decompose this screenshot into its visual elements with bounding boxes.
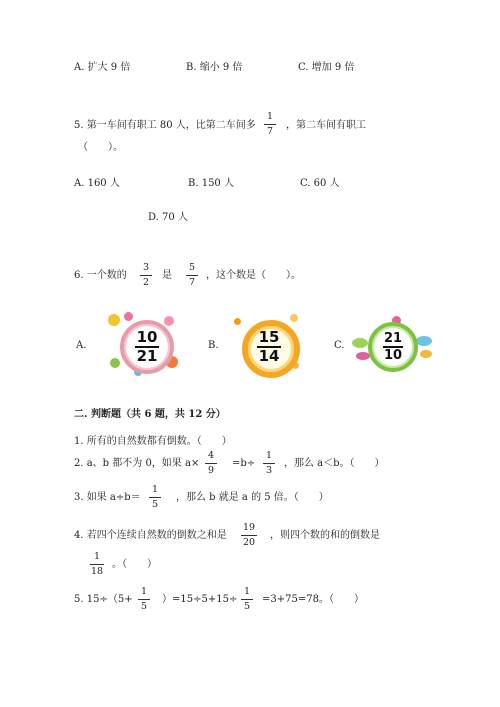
q6-frac2-den: 7 [188,277,196,288]
q6-text-mid: 是 [162,270,172,281]
judge-q5-fraction-1 [137,587,151,612]
q5-frac1-den: 5 [140,601,148,612]
option-a-fraction [120,320,174,374]
q5-option-a: A. 160 人 [74,178,120,189]
judge-q4-after: ，则四个数的和的倒数是 [270,530,380,541]
q6-frac2-num: 5 [188,262,196,273]
q6-frac1-num: 3 [142,262,150,273]
q5-option-d: D. 70 人 [148,212,188,223]
flower-decoration [352,338,368,348]
q6-option-c-label: C. [334,340,345,351]
q5-frac2-num: 1 [243,586,251,597]
option-c-fraction [368,322,418,372]
q5-frac1-num: 1 [140,586,148,597]
q4-option-a: A. 扩大 9 倍 [74,62,131,73]
option-a-den: 21 [136,347,158,365]
q4-line2-frac-den: 18 [90,566,104,577]
q4-line2-frac-num: 1 [93,551,101,562]
q2-frac1-num: 4 [207,450,215,461]
judge-q2-after: ，那么 a＜b。（ ） [284,458,385,469]
judge-q5-before: 5. 15÷（5+ [74,594,133,605]
judge-q3-fraction [148,485,162,510]
flower-decoration [416,336,432,346]
flower-decoration [108,314,120,326]
judge-q4-before: 4. 若四个连续自然数的倒数之和是 [74,530,227,541]
judge-q4-line2-fraction [89,552,105,577]
judge-q5-after: =3+75=78。（ ） [262,594,364,605]
flower-decoration [110,358,120,368]
option-b-fraction [242,320,296,374]
q6-fraction-1 [139,263,153,288]
q4-frac-den: 20 [242,537,256,548]
judge-q2-mid: =b÷ [232,458,256,469]
q6-frac1-den: 2 [142,277,150,288]
flower-decoration [234,318,241,325]
q2-frac1-den: 9 [207,465,215,476]
q2-frac2-num: 1 [265,450,273,461]
q5-frac2-den: 5 [243,601,251,612]
option-c-den: 10 [383,348,403,363]
q6-option-a-card [106,312,180,376]
judge-q2-fraction-2 [262,451,276,476]
judge-q2-fraction-1 [204,451,218,476]
q3-frac-num: 1 [151,484,159,495]
q4-option-b: B. 缩小 9 倍 [186,62,243,73]
q5-option-c: C. 60 人 [300,178,340,189]
option-a-num: 10 [136,328,158,346]
q5-fraction [263,112,277,137]
q6-text-before: 6. 一个数的 [74,270,127,281]
judge-q4-fraction [240,523,258,548]
q6-option-c-card [350,314,440,378]
section-2-heading: 二. 判断题（共 6 题，共 12 分） [74,409,226,420]
q6-text-after: ，这个数是（ ）。 [206,270,301,281]
q4-option-c: C. 增加 9 倍 [298,62,355,73]
q5-frac-den: 7 [266,126,274,137]
q5-frac-num: 1 [266,111,274,122]
option-b-num: 15 [258,328,280,346]
option-c-num: 21 [383,331,403,346]
q3-frac-den: 5 [151,499,159,510]
judge-q1: 1. 所有的自然数都有倒数。（ ） [74,436,232,447]
judge-q5-fraction-2 [240,587,254,612]
option-b-den: 14 [258,347,280,365]
q5-option-b: B. 150 人 [188,178,234,189]
judge-q5-mid: ）=15÷5+15÷ [162,594,238,605]
q6-fraction-2 [185,263,199,288]
q5-text-line2: （ ）。 [78,142,123,153]
q6-option-b-label: B. [208,340,219,351]
q4-frac-num: 19 [242,522,256,533]
q6-option-a-label: A. [76,340,87,351]
judge-q2-before: 2. a、b 都不为 0，如果 a× [74,458,200,469]
judge-q3-before: 3. 如果 a÷b＝ [74,492,141,503]
judge-q3-after: ，那么 b 就是 a 的 5 倍。（ ） [176,492,329,503]
q2-frac2-den: 3 [265,465,273,476]
q5-text-before: 5. 第一车间有职工 80 人，比第二车间多 [74,120,256,131]
flower-decoration [420,350,432,358]
q5-text-after: ，第二车间有职工 [286,120,366,131]
judge-q4-line2-after: 。（ ） [112,559,157,570]
q6-option-b-card [228,312,302,376]
